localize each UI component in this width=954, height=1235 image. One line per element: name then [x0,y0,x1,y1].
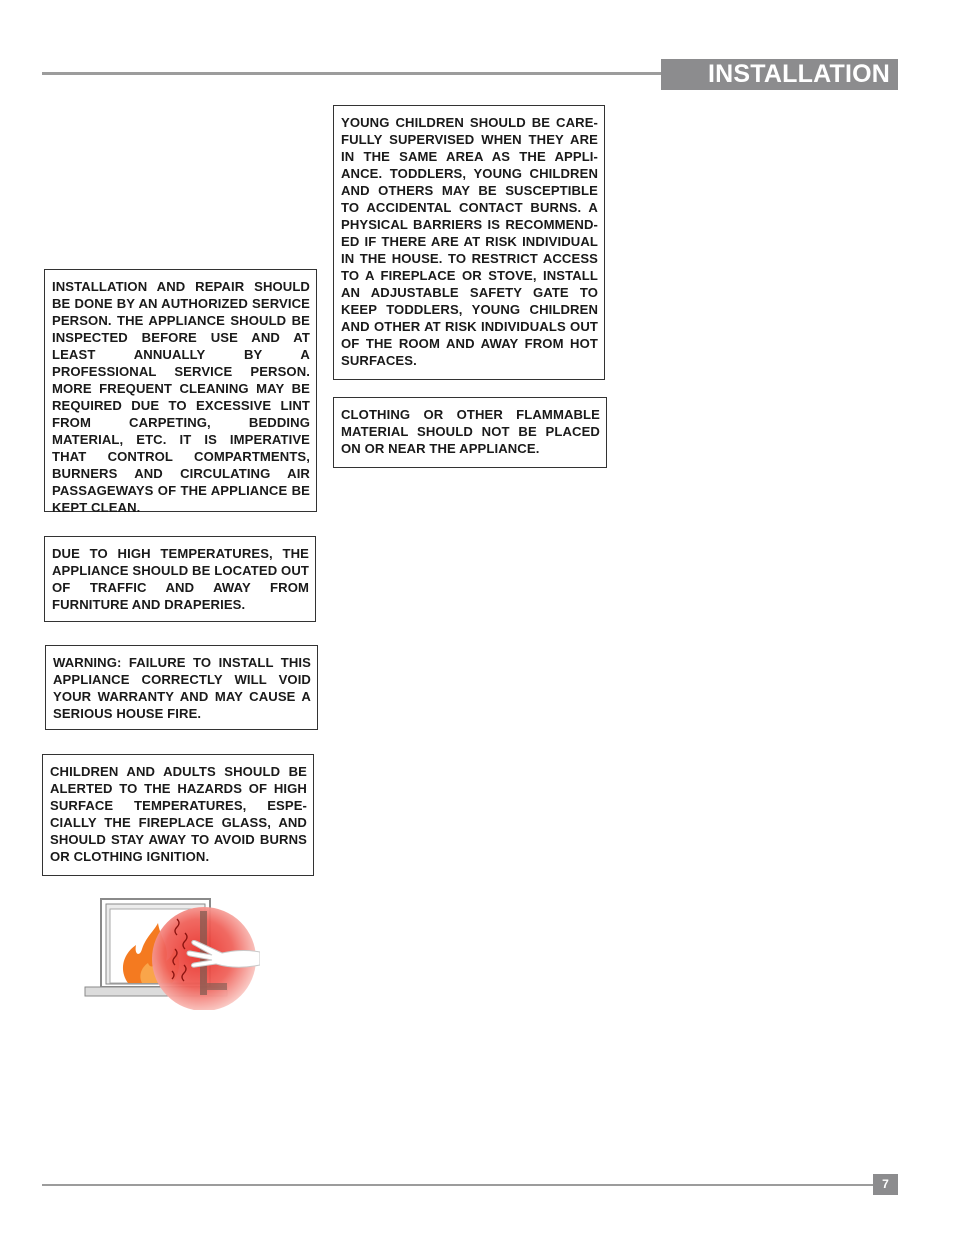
warning-box-flammable-material: CLOTHING OR OTHER FLAMMABLE MATERIAL SHOULD NOT BE PLACED ON OR NEAR THE APPLIANCE. [333,397,607,468]
warning-box-installation-repair: INSTALLATION AND REPAIR SHOULD BE DONE BY AN AUTHORIZED SERVICE PERSON. THE APPLIANCE SHOULD BE INSPECTED BEFORE USE AND AT LEAST ANNUALLY BY A PROFESSIONAL SERVICE PERSON. MORE FREQUENT CLEANING MAY BE REQUIRED DUE TO EXCESSIVE LINT FROM CARPETING, BEDDING MATERIAL, ETC. IT IS IMPERATIVE THAT CONTROL COMPARTMENTS, BURNERS AND CIRCULATING AIR PASSAGEWAYS OF THE APPLIANCE BE KEPT CLEAN. [44,269,317,512]
hot-glass-burn-warning-icon [84,897,260,1013]
warning-box-failure-to-install: WARNING: FAILURE TO INSTALL THIS APPLIANCE CORRECTLY WILL VOID YOUR WARRANTY AND MAY CAUSE A SERIOUS HOUSE FIRE. [45,645,318,730]
page-number: 7 [873,1174,898,1195]
section-title: INSTALLATION [661,59,898,90]
footer-rule [42,1184,874,1186]
header-rule [42,72,662,75]
warning-box-surface-hazards: CHILDREN AND ADULTS SHOULD BE ALERTED TO THE HAZARDS OF HIGH SURFACE TEMPERATURES, ESPE-CIALLY THE FIREPLACE GLASS, AND SHOULD STAY AWAY TO AVOID BURNS OR CLOTHING IGNITION. [42,754,314,876]
warning-box-young-children: YOUNG CHILDREN SHOULD BE CARE-FULLY SUPERVISED WHEN THEY ARE IN THE SAME AREA AS THE APPLI-ANCE. TODDLERS, YOUNG CHILDREN AND OTHERS MAY BE SUSCEPTIBLE TO ACCIDENTAL CONTACT BURNS. A PHYSICAL BARRIERS IS RECOMMEND-ED IF THERE ARE AT RISK INDIVIDUAL IN THE HOUSE. TO RESTRICT ACCESS TO A FIREPLACE OR STOVE, INSTALL AN ADJUSTABLE SAFETY GATE TO KEEP TODDLERS, YOUNG CHILDREN AND OTHER AT RISK INDIVIDUALS OUT OF THE ROOM AND AWAY FROM HOT SURFACES. [333,105,605,380]
warning-box-high-temperatures: DUE TO HIGH TEMPERATURES, THE APPLIANCE SHOULD BE LOCATED OUT OF TRAFFIC AND AWAY FROM FURNITURE AND DRAPERIES. [44,536,316,622]
